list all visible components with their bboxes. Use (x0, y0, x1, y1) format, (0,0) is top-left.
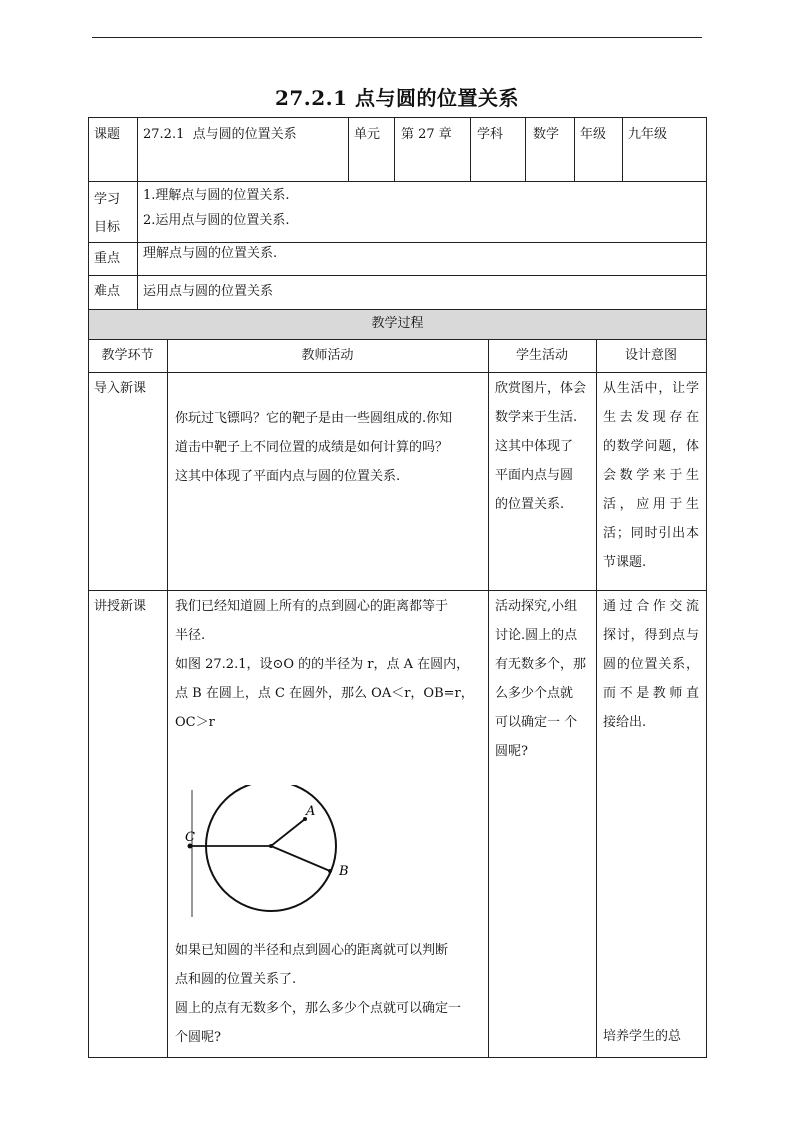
subject-label: 学科 (477, 127, 504, 142)
difficulty-value: 运用点与圆的位置关系 (143, 284, 274, 299)
text-line: 节课题. (603, 555, 647, 570)
grid-line (622, 117, 623, 181)
lesson-intent-text (603, 592, 699, 737)
text-line: 活动探究,小组 (495, 599, 578, 614)
grid-line (137, 117, 138, 309)
text-line: 讨论.圆上的点 (495, 628, 578, 643)
intro-student-text (495, 374, 586, 519)
text-line: 个圆呢? (175, 1030, 221, 1045)
difficulty-label: 难点 (94, 284, 121, 299)
grid-line (488, 339, 489, 1058)
key-value: 理解点与圆的位置关系. (143, 246, 278, 261)
goal-item: 2.运用点与圆的位置关系. (143, 213, 290, 228)
segment-oa (271, 819, 305, 846)
text-line: 探讨，得到点与 (603, 628, 699, 643)
grid-line (88, 1057, 707, 1058)
page-title: 27.2.1 点与圆的位置关系 (274, 86, 520, 110)
course-value: 27.2.1 点与圆的位置关系 (143, 127, 297, 142)
grid-line (88, 242, 707, 243)
header-rule (92, 37, 702, 38)
text-line: 你玩过飞镖吗？它的靶子是由一些圆组成的.你知 (175, 411, 453, 426)
text-line: OC＞r (175, 715, 215, 730)
text-line: 道击中靶子上不同位置的成绩是如何计算的吗？ (175, 440, 449, 455)
intro-intent-text (603, 374, 699, 577)
grid-line (88, 117, 89, 1058)
text-line: 圆的位置关系， (603, 657, 699, 672)
text-line: 生去发现存在 (603, 410, 699, 425)
subject-value: 数学 (533, 127, 560, 142)
point-b (328, 869, 332, 873)
col-intent-header: 设计意图 (624, 348, 677, 363)
text-line: 半径. (175, 628, 206, 643)
text-line: 有无数多个，那 (495, 657, 587, 672)
text-line: 的数学问题，体 (603, 439, 699, 454)
text-line: 平面内点与圆 (495, 468, 574, 483)
grid-line (596, 339, 597, 1058)
text-line: 这其中体现了 (495, 439, 574, 454)
col-student-header: 学生活动 (515, 348, 568, 363)
grid-line (88, 309, 707, 310)
text-line: 通过合作交流 (603, 599, 699, 614)
point-o (269, 844, 273, 848)
text-line: 数学来于生活. (495, 410, 578, 425)
label-c: C (185, 830, 195, 845)
text-line: 点 B 在圆上，点 C 在圆外，那么 OA＜r，OB=r， (175, 686, 474, 701)
lesson-intent-tail: 培养学生的总 (603, 1029, 682, 1044)
text-line: 如果已知圆的半径和点到圆心的距离就可以判断 (175, 943, 449, 958)
label-b: B (339, 864, 349, 879)
grade-value: 九年级 (628, 127, 668, 142)
goals-label-line: 学习 (94, 192, 121, 207)
grid-line (88, 590, 707, 591)
grid-line (88, 117, 707, 118)
goals-label-line: 目标 (94, 220, 121, 235)
text-line: 我们已经知道圆上所有的点到圆心的距离都等于 (175, 599, 449, 614)
text-line: 如图 27.2.1，设⊙O 的的半径为 r，点 A 在圆内， (175, 657, 470, 672)
text-line: 活；同时引出本 (603, 526, 699, 541)
segment-ob (271, 846, 330, 871)
text-line: 会数学来于生 (603, 468, 699, 483)
lesson-teacher-text-a (175, 592, 474, 737)
circle-diagram (185, 785, 355, 925)
col-teacher-header: 教师活动 (301, 348, 354, 363)
text-line: 圆呢? (495, 744, 528, 759)
text-line: 欣赏图片，体会 (495, 381, 587, 396)
lesson-student-text (495, 592, 586, 766)
goals-list (143, 183, 290, 233)
intro-teacher-text (175, 404, 452, 491)
text-line: 可以确定一 个 (495, 715, 578, 730)
unit-label: 单元 (354, 127, 381, 142)
grid-line (394, 117, 395, 181)
grid-line (574, 117, 575, 181)
grid-line (706, 117, 707, 1058)
grid-line (167, 339, 168, 1058)
col-stage-header: 教学环节 (101, 348, 154, 363)
text-line: 而不是教师直 (603, 686, 699, 701)
grid-line (88, 372, 707, 373)
text-line: 接给出. (603, 715, 647, 730)
text-line: 这其中体现了平面内点与圆的位置关系. (175, 469, 401, 484)
text-line: 活，应用于生 (603, 497, 699, 512)
text-line: 的位置关系. (495, 497, 565, 512)
grid-line (88, 339, 707, 340)
text-line: 圆上的点有无数多个，那么多少个点就可以确定一 (175, 1001, 462, 1016)
key-label: 重点 (94, 251, 121, 266)
grade-label: 年级 (580, 127, 607, 142)
grid-line (88, 181, 707, 182)
intro-stage: 导入新课 (94, 381, 147, 396)
lesson-teacher-text-b (175, 936, 461, 1052)
course-label: 课题 (94, 127, 121, 142)
text-line: 点和圆的位置关系了. (175, 972, 297, 987)
process-heading: 教学过程 (371, 316, 424, 331)
label-a: A (306, 804, 316, 819)
unit-value: 第 27 章 (401, 127, 452, 142)
goal-item: 1.理解点与圆的位置关系. (143, 188, 290, 203)
goals-label (94, 186, 120, 242)
text-line: 么多少个点就 (495, 686, 574, 701)
grid-line (470, 117, 471, 181)
grid-line (525, 117, 526, 181)
grid-line (348, 117, 349, 181)
grid-line (88, 275, 707, 276)
lesson-stage: 讲授新课 (94, 599, 147, 614)
text-line: 从生活中，让学 (603, 381, 699, 396)
